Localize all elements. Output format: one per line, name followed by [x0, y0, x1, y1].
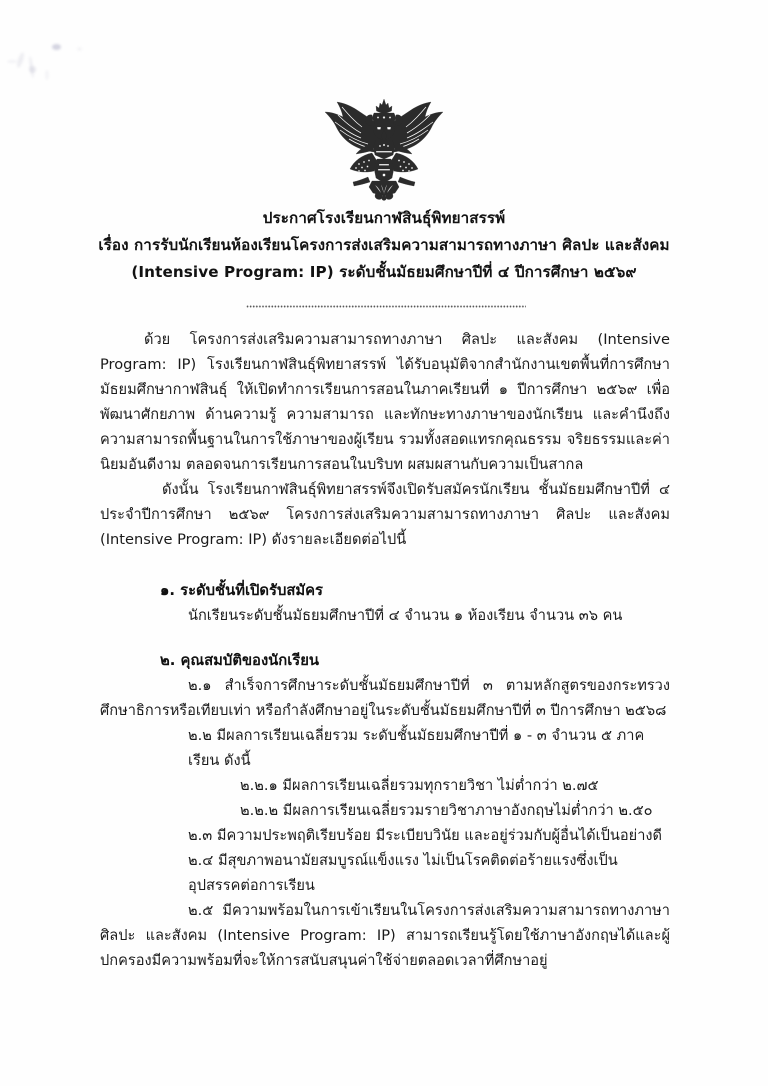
section-2-item-2-sub-2: ๒.๒.๒ มีผลการเรียนเฉลี่ยรวมรายวิชาภาษาอังกฤษไม่ต่ำกว่า ๒.๕๐ — [240, 802, 653, 819]
scan-artifact — [7, 60, 17, 63]
intro-paragraph-2: ดังนั้น โรงเรียนกาฬสินธุ์พิทยาสรรพ์จึงเปิดรับสมัครนักเรียน ชั้นมัธยมศึกษาปีที่ ๔ ประจำปีการศึกษา ๒๕๖๙ โครงการส่งเสริมความสามารถทางภาษา ศิลปะ และสังคม (Intensive Program: IP) ดังรายละเอียดต่อไปนี้ — [100, 481, 670, 548]
scan-artifact — [52, 44, 61, 50]
announcement-title-line-3: (Intensive Program: IP) ระดับชั้นมัธยมศึกษาปีที่ ๔ ปีการศึกษา ๒๕๖๙ — [131, 263, 637, 281]
section-2-item-1: ๒.๑ สำเร็จการศึกษาระดับชั้นมัธยมศึกษาปีที่ ๓ ตามหลักสูตรของกระทรวงศึกษาธิการหรือเทียบเท่า หรือกำลังศึกษาอยู่ในระดับชั้นมัธยมศึกษาปีที่ ๓ ปีการศึกษา ๒๕๖๘ — [100, 677, 670, 719]
garuda-emblem — [320, 97, 448, 201]
scan-artifact — [77, 47, 82, 51]
scan-artifact — [45, 70, 49, 80]
section-2-item-4: ๒.๔ มีสุขภาพอนามัยสมบูรณ์แข็งแรง ไม่เป็นโรคติดต่อร้ายแรงซึ่งเป็นอุปสรรคต่อการเรียน — [188, 852, 618, 894]
dotted-separator — [246, 305, 526, 308]
scan-artifact — [16, 52, 26, 69]
section-1-heading: ๑. ระดับชั้นที่เปิดรับสมัคร — [160, 582, 324, 599]
emblem-container — [0, 97, 768, 201]
announcement-title-line-2: เรื่อง การรับนักเรียนห้องเรียนโครงการส่งเสริมความสามารถทางภาษา ศิลปะ และสังคม — [98, 236, 670, 254]
announcement-title-line-1: ประกาศโรงเรียนกาฬสินธุ์พิทยาสรรพ์ — [262, 209, 506, 227]
document-body — [100, 327, 670, 973]
section-2-item-2: ๒.๒ มีผลการเรียนเฉลี่ยรวม ระดับชั้นมัธยมศึกษาปีที่ ๑ - ๓ จำนวน ๕ ภาคเรียน ดังนี้ — [188, 727, 645, 769]
document-heading — [0, 205, 768, 286]
section-1-body: นักเรียนระดับชั้นมัธยมศึกษาปีที่ ๔ จำนวน ๑ ห้องเรียน จำนวน ๓๖ คน — [188, 607, 623, 624]
section-2-heading: ๒. คุณสมบัติของนักเรียน — [160, 652, 320, 669]
section-2-item-3: ๒.๓ มีความประพฤติเรียบร้อย มีระเบียบวินัย และอยู่ร่วมกับผู้อื่นได้เป็นอย่างดี — [188, 827, 663, 844]
section-2-item-5: ๒.๕ มีความพร้อมในการเข้าเรียนในโครงการส่งเสริมความสามารถทางภาษา ศิลปะ และสังคม (Intensive Program: IP) สามารถเรียนรู้โดยใช้ภาษาอังกฤษได้และผู้ปกครองมีความพร้อมที่จะให้การสนับสนุนค่าใช้จ่ายตลอดเวลาที่ศึกษาอยู่ — [100, 902, 670, 969]
scan-artifact — [28, 56, 34, 78]
scan-artifact — [29, 66, 36, 73]
section-2-item-2-sub-1: ๒.๒.๑ มีผลการเรียนเฉลี่ยรวมทุกรายวิชา ไม่ต่ำกว่า ๒.๗๕ — [240, 777, 599, 794]
intro-paragraph-1: ด้วย โครงการส่งเสริมความสามารถทางภาษา ศิลปะ และสังคม (Intensive Program: IP) โรงเรียนกาฬสินธุ์พิทยาสรรพ์ ได้รับอนุมัติจากสำนักงานเขตพื้นที่การศึกษามัธยมศึกษากาฬสินธุ์ ให้เปิดทำการเรียนการสอนในภาคเรียนที่ ๑ ปีการศึกษา ๒๕๖๙ เพื่อพัฒนาศักยภาพ ด้านความรู้ ความสามารถ และทักษะทางภาษาของนักเรียน และคำนึงถึงความสามารถพื้นฐานในการใช้ภาษาของผู้เรียน รวมทั้งสอดแทรกคุณธรรม จริยธรรมและค่านิยมอันดีงาม ตลอดจนการเรียนการสอนในบริบท ผสมผสานกับความเป็นสากล — [100, 331, 670, 473]
